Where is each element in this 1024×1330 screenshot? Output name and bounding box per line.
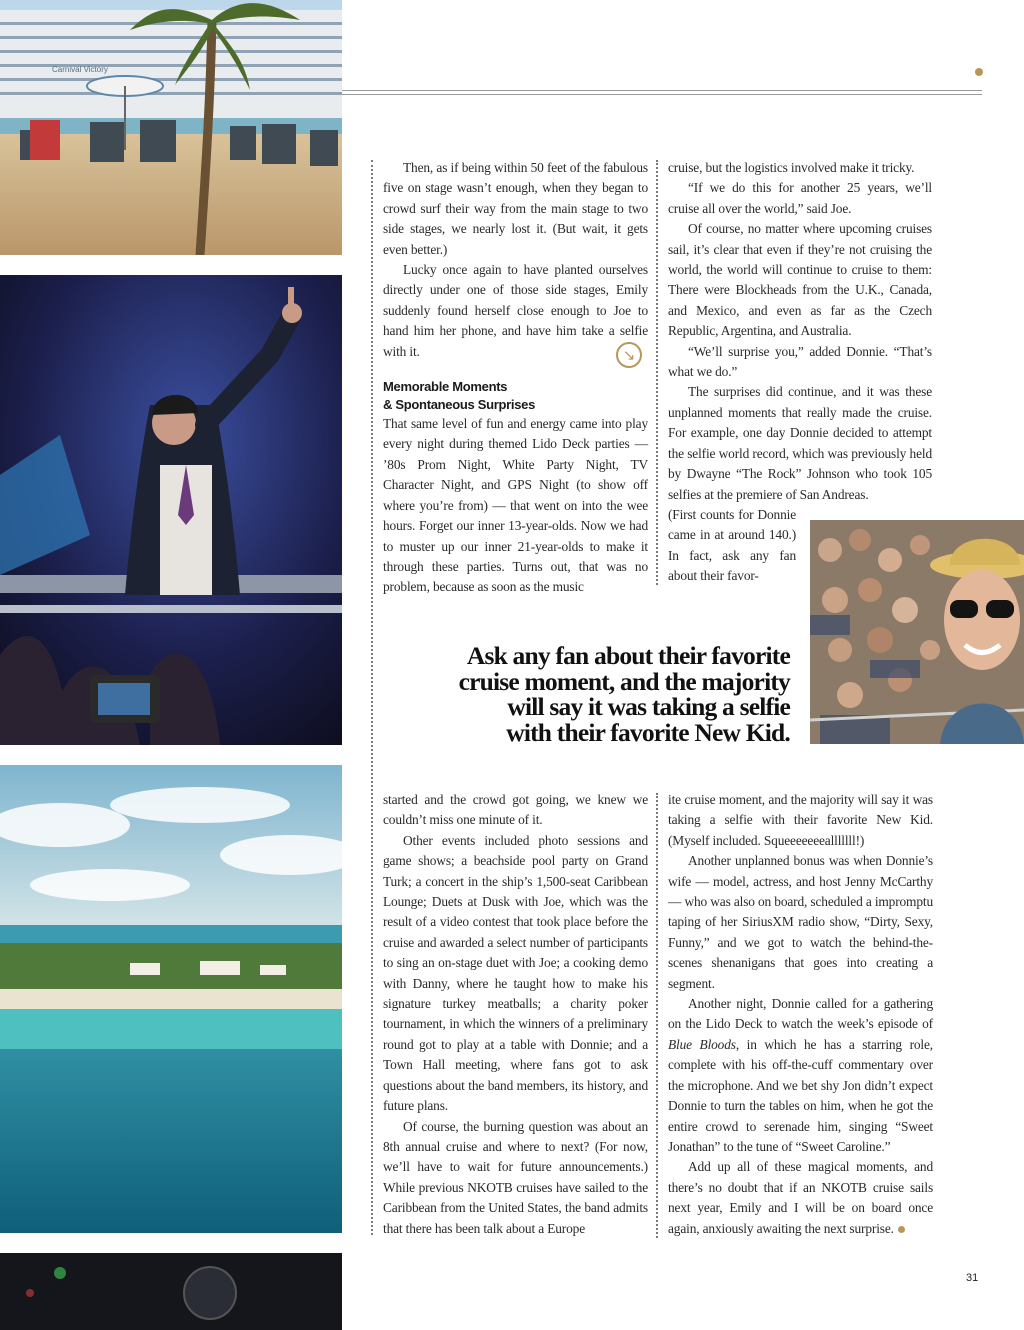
photo-island-beach [0, 765, 342, 1233]
show-title: Blue Bloods [668, 1036, 736, 1052]
paragraph: “If we do this for another 25 years, we’ll cruise all over the world,” said Joe. [668, 180, 932, 216]
paragraph: cruise, but the logistics involved make it tricky. [668, 160, 915, 175]
paragraph: started and the crowd got going, we knew we couldn’t miss one minute of it. [383, 792, 648, 828]
ship-name-label: Carnival Victory [52, 65, 108, 74]
section-heading-line: Memorable Moments [383, 379, 508, 395]
paragraph: Of course, no matter where upcoming cruises sail, it’s clear that even if they’re not cruising the world, the world will continue to cruise to them: There were Blockheads from the U.K., Canada, and Mexico, and even as far as the Czech Republic, Argentina, and Australia. [668, 221, 932, 339]
column-right-top [668, 158, 932, 587]
column-right-bottom [668, 790, 933, 1239]
paragraph [668, 1157, 933, 1239]
end-mark-dot [898, 1226, 905, 1233]
header-rule [342, 90, 982, 91]
pull-quote-line: with their favorite New Kid. [506, 717, 790, 747]
paragraph-text: Another night, Donnie called for a gathering on the Lido Deck to watch the week’s episode of [668, 996, 933, 1032]
paragraph: ite cruise moment, and the majority will say it was taking a selfie with their favorite New Kid. (Myself included. Squeeeeeeealllllll!) [668, 792, 933, 848]
column-left-top [383, 158, 648, 598]
pull-quote-line: will say it was taking a selfie [507, 692, 790, 721]
paragraph: The surprises did continue, and it was these unplanned moments that really made the cruise. For example, one day Donnie decided to attempt the selfie world record, which was previously held by Dwayne “The Rock” Johnson who took 105 selfies at the premiere of San Andreas. [668, 384, 932, 502]
column-divider-center-bottom [656, 793, 658, 1238]
column-divider-left-top [371, 160, 373, 1235]
pull-quote [380, 643, 790, 745]
page-number: 31 [966, 1272, 979, 1284]
header-rule-secondary [342, 94, 982, 95]
paragraph: Then, as if being within 50 feet of the fabulous five on stage wasn’t enough, when they began to crowd surf their way from the main stage to two side stages, we nearly lost it. (But wait, it gets even better.) [383, 160, 648, 257]
section-heading [383, 378, 648, 414]
paragraph-text: Add up all of these magical moments, and there’s no doubt that if an NKOTB cruise sails next year, Emily and I will be on board once again, anxiously awaiting the next surprise. [668, 1159, 933, 1236]
paragraph [668, 994, 933, 1157]
paragraph: Another unplanned bonus was when Donnie’s wife — model, actress, and host Jenny McCarthy — who was also on board, scheduled a impromptu taping of her SiriusXM radio show, “Dirty, Sexy, Funny,” and we got to watch the behind-the-scenes shenanigans that goes into creating a segment. [668, 853, 933, 991]
column-divider-center-top [656, 160, 658, 585]
paragraph: Of course, the burning question was about an 8th annual cruise and where to next? (For now, we’ll have to wait for future announcements.) While previous NKOTB cruises have sailed to the Caribbean from the United States, the band admits that there has been talk about a Europe [383, 1118, 648, 1236]
paragraph: Lucky once again to have planted ourselves directly under one of those side stages, Emily suddenly found herself close enough to Joe to hand him her phone, and have him take a selfie with it. [383, 262, 648, 359]
photo-concert-performer [0, 275, 342, 745]
arrow-down-right-icon: ↘ [616, 342, 642, 368]
paragraph: Other events included photo sessions and game shows; a beachside pool party on Grand Turk; a concert in the ship’s 1,500-seat Caribbean Lounge; Duets at Dusk with Joe, which was the result of a video contest that took place before the cruise and awarded a select number of participants to sing an on-stage duet with Joe; a cooking demo with Danny, where he taught how to make his signature turkey meatballs; a charity poker tournament, in which the winners of a preliminary round got to play at a table with Donnie; and a Town Hall meeting, where fans got to ask questions about the band members, its history, and future plans. [383, 832, 648, 1114]
header-accent-dot [975, 68, 983, 76]
paragraph: (First counts for Donnie came in at around 140.) In fact, ask any fan about their favor- [668, 506, 796, 584]
paragraph: “We’ll surprise you,” added Donnie. “That’s what we do.” [668, 343, 932, 380]
column-left-bottom [383, 790, 648, 1239]
photo-night-crowd [0, 1253, 342, 1330]
section-heading-line: & Spontaneous Surprises [383, 397, 536, 413]
paragraph: That same level of fun and energy came into play every night during themed Lido Deck parties — ’80s Prom Night, White Party Night, TV Character Night, and GPS Night (to show off where you’re from) — that went on into the wee hours. Forget our inner 13-year-olds. Now we had to muster up our inner 21-year-olds to make it through these parties. Turns out, that was no problem, because as soon as the music [383, 416, 648, 595]
paragraph-text: , in which he has a starring role, complete with his off-the-cuff commentary over the microphone. And we bet shy Jon didn’t expect Donnie to turn the tables on him, when he got the entire crowd to serenade him, singing “Sweet Jonathan” to the tune of “Sweet Caroline.” [668, 1036, 933, 1154]
pull-quote-line: Ask any fan about their favorite [466, 641, 790, 670]
photo-beach-ship [0, 0, 342, 255]
pull-quote-line: cruise moment, and the majority [458, 666, 790, 696]
